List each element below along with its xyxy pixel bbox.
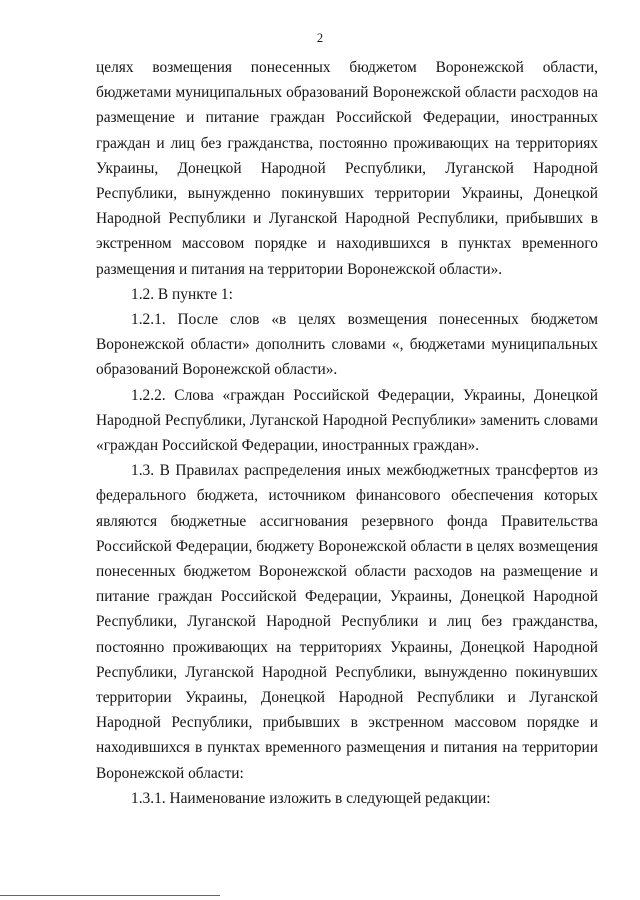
paragraph-1-2-2: 1.2.2. Слова «граждан Российской Федерации, Украины, Донецкой Народной Республики, Луганской Народной Республики» заменить словами «граждан Российской Федерации, иностранных граждан». [96,386,598,455]
page-number: 2 [316,31,324,45]
paragraph-continuation: целях возмещения понесенных бюджетом Воронежской области, бюджетами муниципальных образований Воронежской области расходов на размещение и питание граждан Российской Федерации, иностранных граждан и лиц без гражданства, постоянно проживающих на территориях Украины, Донецкой Народной Республики, Луганской Народной Республики, вынужденно покинувших территории Украины, Донецкой Народной Республики и Луганской Народной Республики, прибывших в экстренном массовом порядке и находившихся в пунктах временного размещения и питания на территории Воронежской области». [96,59,598,278]
paragraph-1-3: 1.3. В Правилах распределения иных межбюджетных трансфертов из федерального бюджета, источником финансового обеспечения которых являются бюджетные ассигнования резервного фонда Правительства Российской Федерации, бюджету Воронежской области в целях возмещения понесенных бюджетом Воронежской области расходов на размещение и питание граждан Российской Федерации, Украины, Донецкой Народной Республики, Луганской Народной Республики и лиц без гражданства, постоянно проживающих на территориях Украины, Донецкой Народной Республики, Луганской Народной Республики, вынужденно покинувших территории Украины, Донецкой Народной Республики и Луганской Народной Республики, прибывших в экстренном массовом порядке и находившихся в пунктах временного размещения и питания на территории Воронежской области: [96,462,598,782]
footer-rule [0,895,220,896]
paragraph-1-2-1: 1.2.1. После слов «в целях возмещения понесенных бюджетом Воронежской области» дополнить словами «, бюджетами муниципальных образований Воронежской области». [96,311,598,379]
document-body [96,55,598,811]
paragraph-1-3-1: 1.3.1. Наименование изложить в следующей редакции: [131,789,491,807]
paragraph-1-2: 1.2. В пункте 1: [131,285,233,303]
